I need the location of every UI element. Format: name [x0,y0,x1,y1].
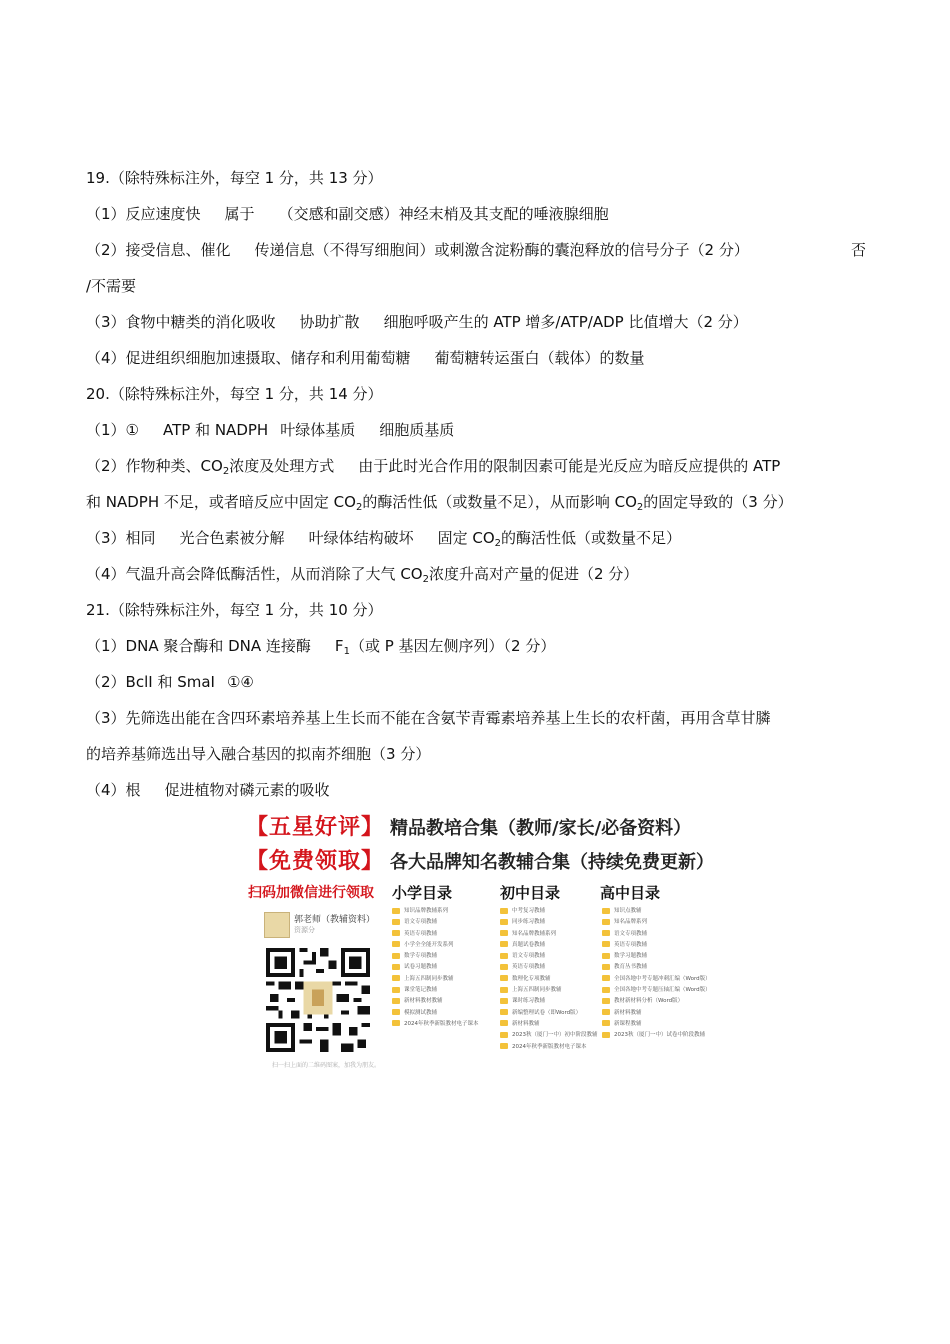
folder-item[interactable] [500,996,598,1007]
answer-key [86,160,866,808]
middle-list [500,906,598,1053]
folder-icon [500,919,508,925]
folder-item[interactable] [500,906,598,917]
q21-4-b: 促进植物对磷元素的吸收 [164,781,330,799]
folder-icon [392,953,400,959]
folder-item[interactable] [500,1019,598,1030]
q20-part2-cont [86,484,866,520]
q20-part1 [86,412,866,448]
folder-label: 语文专项教辅 [614,930,648,937]
folder-icon [602,1009,610,1015]
folder-label: 教材新材料分析（Word版） [614,998,684,1005]
folder-label: 试卷习题教辅 [404,964,438,971]
folder-icon [500,941,508,947]
folder-label: 全国各地中考专题冲刺汇编（Word版） [614,975,711,982]
q19-heading: 19.（除特殊标注外，每空 1 分，共 13 分） [86,169,383,187]
q20-part3 [86,520,866,556]
primary-list [392,906,479,1030]
folder-icon [392,908,400,914]
q21-3-a: （3）先筛选出能在含四环素培养基上生长而不能在含氨苄青霉素培养基上生长的农杆菌，再用含草甘膦 [86,709,771,727]
contact-sub: 资源分 [294,926,315,934]
folder-item[interactable] [392,985,479,996]
folder-item[interactable] [392,906,479,917]
q19-part1 [86,196,866,232]
q20-part2 [86,448,866,484]
q19-part4 [86,340,866,376]
ad-tag-1: 【五星好评】 [246,815,385,840]
q21-1-a: （1）DNA 聚合酶和 DNA 连接酶 [86,637,311,655]
folder-icon [602,975,610,981]
subscript: 2 [222,466,230,477]
folder-label: 课堂笔记教辅 [404,987,438,994]
folder-item[interactable] [500,985,598,996]
folder-label: 课时练习教辅 [512,998,546,1005]
folder-label: 2024年秋季新版教材电子课本 [512,1043,587,1050]
q19-3-c: 细胞呼吸产生的 ATP 增多/ATP/ADP 比值增大（2 分） [383,313,748,331]
folder-icon [392,1009,400,1015]
folder-item[interactable] [500,1042,598,1053]
folder-item[interactable] [602,906,711,917]
folder-icon [392,975,400,981]
q20-4-a: （4）气温升高会降低酶活性，从而消除了大气 CO [86,565,423,583]
folder-icon [500,1043,508,1049]
q20-2-f: 的固定导致的（3 分） [643,493,793,511]
folder-icon [500,1020,508,1026]
folder-icon [602,987,610,993]
subscript: 1 [343,646,350,657]
folder-icon [602,953,610,959]
folder-icon [500,930,508,936]
folder-label: 小学全全能开发系列 [404,941,454,948]
high-title: 高中目录 [600,884,661,902]
q20-1-c: 叶绿体基质 [280,421,356,439]
folder-item[interactable] [392,962,479,973]
folder-label: 英语专项教辅 [512,964,546,971]
ad-row-1 [246,810,691,841]
folder-item[interactable] [500,940,598,951]
folder-icon [392,964,400,970]
q20-2-c: 由于此时光合作用的限制因素可能是光反应为暗反应提供的 ATP [358,457,781,475]
q21-3-b: 的培养基筛选出导入融合基因的拟南芥细胞（3 分） [86,745,431,763]
q21-2-a: （2）BclI 和 SmaI [86,673,215,691]
q21-4-a: （4）根 [86,781,141,799]
folder-label: 新材料教材教辅 [404,998,443,1005]
q19-1-c: （交感和副交感）神经末梢及其支配的唾液腺细胞 [278,205,609,223]
folder-label: 2023秋（厦门一中）初中阶段教辅 [512,1032,598,1039]
ad-banner[interactable] [246,806,715,1072]
q20-4-b: 浓度升高对产量的促进（2 分） [428,565,639,583]
q19-part2-cont [86,268,866,304]
folder-icon [392,1020,400,1026]
folder-icon [500,975,508,981]
folder-icon [392,930,400,936]
qr-note: 扫一扫上面的二维码图案，加我为朋友。 [272,1062,381,1069]
q20-1-d: 细胞质基质 [379,421,455,439]
q19-4-a: （4）促进组织细胞加速摄取、储存和利用葡萄糖 [86,349,411,367]
folder-icon [392,919,400,925]
q20-2-e: 的酶活性低（或数量不足），从而影响 CO [362,493,637,511]
q19-2-a: （2）接受信息、催化 [86,241,231,259]
folder-label: 知识点教辅 [614,908,642,914]
folder-label: 知名品牌教辅系列 [512,930,557,937]
folder-item[interactable] [602,1019,711,1030]
folder-icon [602,919,610,925]
q19-2-d: /不需要 [86,277,137,295]
avatar [264,912,290,938]
folder-label: 数学习题教辅 [614,953,648,960]
q19-3-a: （3）食物中糖类的消化吸收 [86,313,276,331]
folder-item[interactable] [602,962,711,973]
q21-part1 [86,628,866,664]
folder-item[interactable] [500,929,598,940]
q20-heading: 20.（除特殊标注外，每空 1 分，共 14 分） [86,385,383,403]
folder-icon [602,930,610,936]
folder-label: 知名品牌系列 [614,919,648,926]
q20-3-c: 叶绿体结构破坏 [308,529,414,547]
folder-label: 全国各地中考专题压轴汇编（Word版） [614,987,711,994]
q20-3-b: 光合色素被分解 [179,529,285,547]
folder-item[interactable] [500,974,598,985]
folder-label: 上海五四制同步教辅 [404,975,454,982]
q20-1-b: ATP 和 NADPH [163,421,269,439]
q19-1-b: 属于 [224,205,255,223]
folder-item[interactable] [392,996,479,1007]
q19-part2 [86,232,866,268]
folder-icon [602,964,610,970]
folder-icon [392,998,400,1004]
q21-part3 [86,700,866,736]
folder-label: 2023秋（厦门一中）试卷中阶段教辅 [614,1032,705,1039]
folder-label: 英语专项教辅 [404,930,438,937]
folder-label: 新材料教辅 [512,1020,540,1027]
q19-part3 [86,304,866,340]
folder-label: 真题试卷教辅 [512,941,546,948]
subscript: 2 [494,538,502,549]
q21-2-b: ①④ [226,673,254,691]
q19-1-a: （1）反应速度快 [86,205,201,223]
folder-item[interactable] [500,917,598,928]
subscript: 2 [355,502,363,513]
q21-heading: 21.（除特殊标注外，每空 1 分，共 10 分） [86,601,383,619]
subscript: 2 [422,574,429,585]
folder-icon [602,1020,610,1026]
folder-icon [500,953,508,959]
folder-label: 教育丛书教辅 [614,964,648,971]
folder-label: 模拟测试教辅 [404,1009,438,1016]
folder-label: 数理化专项教辅 [512,975,551,982]
folder-icon [500,908,508,914]
folder-item[interactable] [500,962,598,973]
folder-item[interactable] [500,1008,598,1019]
folder-item[interactable] [392,917,479,928]
middle-title: 初中目录 [500,884,561,902]
folder-label: 新材料教辅 [614,1009,642,1016]
folder-label: 新编整理试卷（即Word版） [512,1009,582,1016]
folder-icon [500,1009,508,1015]
folder-item[interactable] [500,951,598,962]
q20-2-d: 和 NADPH 不足，或者暗反应中固定 CO [86,493,356,511]
folder-item[interactable] [602,996,711,1007]
q21-part2 [86,664,866,700]
folder-label: 2024年秋季新版教材电子课本 [404,1020,479,1027]
folder-item[interactable] [392,974,479,985]
folder-icon [602,1032,610,1038]
folder-item[interactable] [500,1030,598,1041]
folder-item[interactable] [602,940,711,951]
q21-1-b: F [334,637,344,655]
q21-part4 [86,772,866,808]
q20-3-d: 固定 CO [437,529,495,547]
q19-3-b: 协助扩散 [299,313,360,331]
folder-item[interactable] [602,1008,711,1019]
q21-part3-cont [86,736,866,772]
folder-icon [500,964,508,970]
q20-2-b: 浓度及处理方式 [229,457,335,475]
q19-2-b: 传递信息（不得写细胞间）或刺激含淀粉酶的囊泡释放的信号分子（2 分） [254,241,749,259]
folder-item[interactable] [392,1019,479,1030]
q19-2-c: 否 [850,241,866,259]
folder-icon [500,1032,508,1038]
q21-1-c: （或 P 基因左侧序列）（2 分） [349,637,556,655]
primary-title: 小学目录 [392,884,453,902]
folder-label: 中考复习教辅 [512,908,546,914]
folder-label: 语文专项教辅 [404,919,438,926]
ad-tag-2: 【免费领取】 [246,849,385,874]
q20-3-a: （3）相同 [86,529,156,547]
q20-3-e: 的酶活性低（或数量不足） [501,529,682,547]
folder-item[interactable] [602,1030,711,1041]
folder-item[interactable] [602,951,711,962]
folder-icon [500,998,508,1004]
contact-name: 郭老师（教辅资料） [294,915,376,925]
contact-card [264,910,384,940]
folder-label: 知识品牌教辅系列 [404,908,449,914]
folder-label: 同步练习教辅 [512,919,546,926]
folder-item[interactable] [392,929,479,940]
scan-text: 扫码加微信进行领取 [248,885,374,901]
folder-item[interactable] [392,1008,479,1019]
q20-2-a: （2）作物种类、CO [86,457,223,475]
folder-label: 英语专项教辅 [614,941,648,948]
ad-row-2 [246,844,714,875]
folder-icon [500,987,508,993]
folder-label: 语文专项教辅 [512,953,546,960]
subscript: 2 [636,502,644,513]
q20-1-a: （1）① [86,421,139,439]
folder-icon [392,941,400,947]
folder-item[interactable] [392,951,479,962]
folder-item[interactable] [602,929,711,940]
q19-4-b: 葡萄糖转运蛋白（载体）的数量 [434,349,645,367]
folder-label: 新课程教辅 [614,1020,642,1027]
folder-icon [602,941,610,947]
folder-item[interactable] [602,985,711,996]
folder-item[interactable] [602,917,711,928]
folder-item[interactable] [602,974,711,985]
folder-icon [602,908,610,914]
folder-item[interactable] [392,940,479,951]
folder-icon [392,987,400,993]
ad-desc-2: 各大品牌知名教辅合集（持续免费更新） [390,852,715,873]
ad-desc-1: 精品教培合集（教师/家长/必备资料） [390,818,692,839]
folder-icon [602,998,610,1004]
q20-part4 [86,556,866,592]
high-list [602,906,711,1042]
qr-code-icon[interactable] [266,948,370,1052]
folder-label: 数学专项教辅 [404,953,438,960]
folder-label: 上海五四制同步教辅 [512,987,562,994]
